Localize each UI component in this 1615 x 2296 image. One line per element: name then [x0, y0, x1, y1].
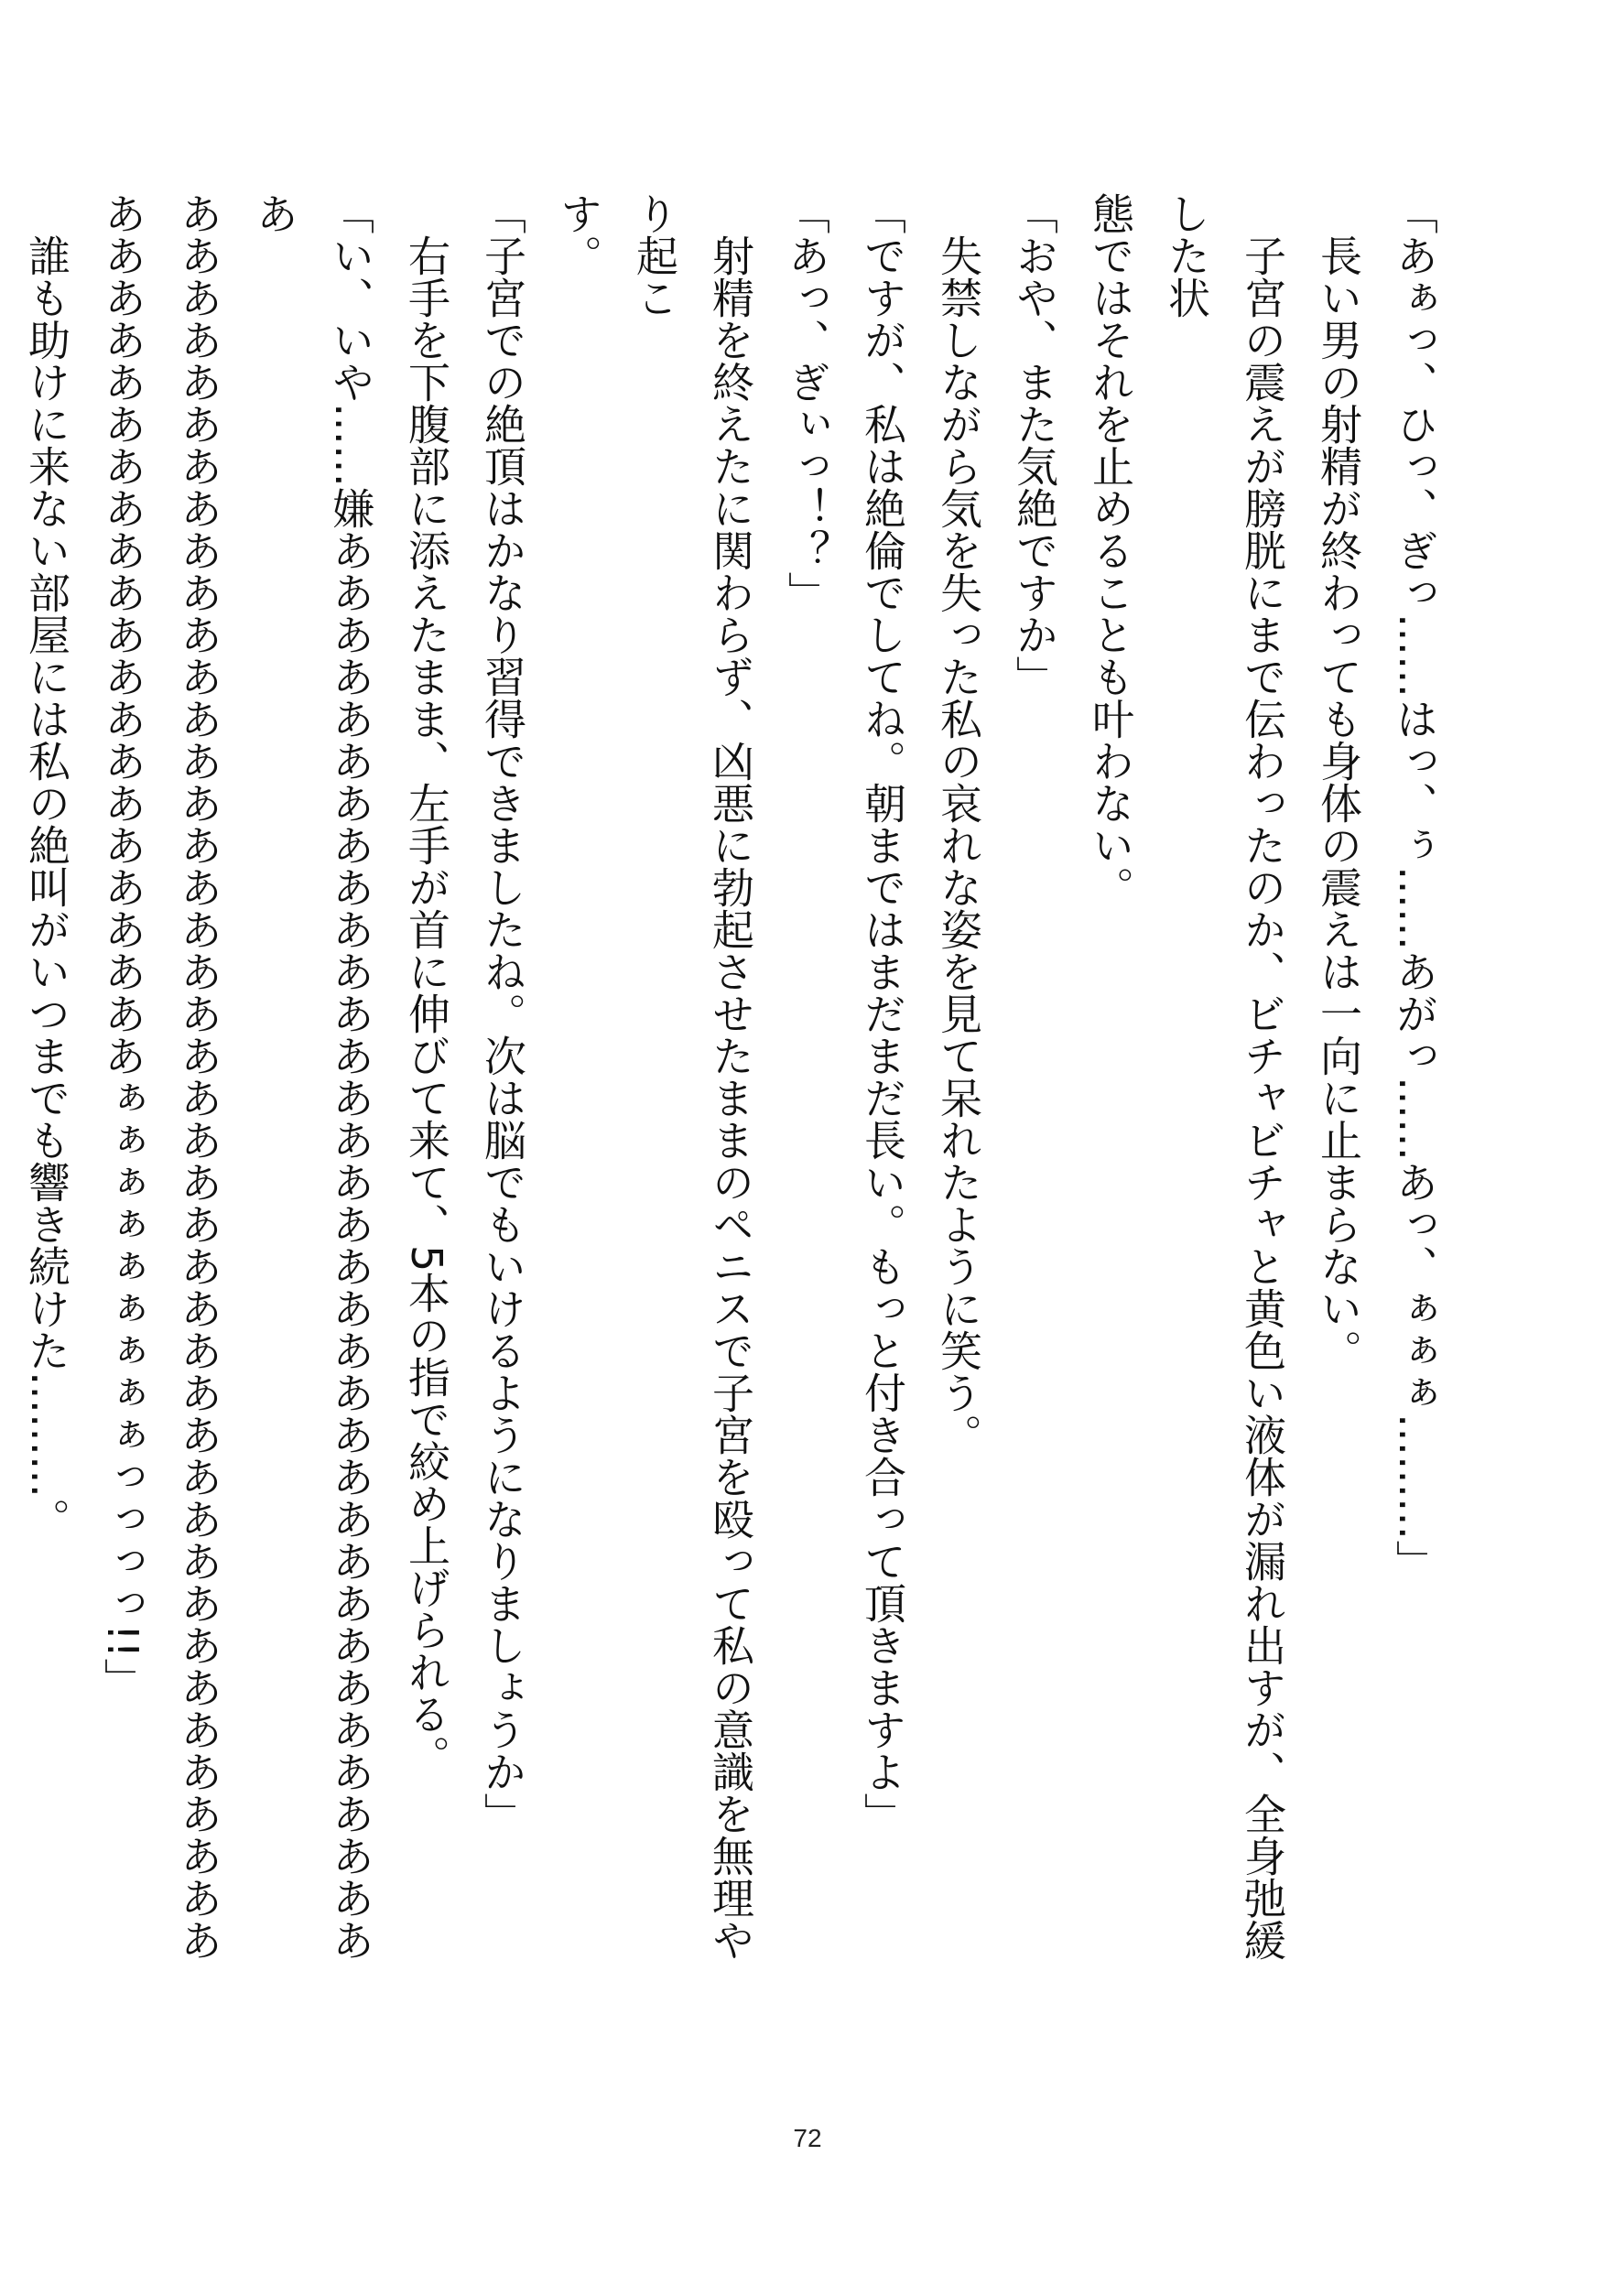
vertical-text-block: [8, 192, 1452, 1987]
text-line-8: 「あっ、ぎぃっ！？」: [782, 192, 831, 613]
text-line-12: 右手を下腹部に添えたまま、左手が首に伸びて来て、5本の指で絞め上げられる。: [402, 192, 451, 1778]
text-line-2: 長い男の射精が終わっても身体の震えは一向に止まらない。: [1314, 192, 1363, 1371]
text-line-10: す。: [554, 192, 603, 276]
text-line-13: 「い、いや……嫌あああああああああああああああああああああああああああああああああああ: [250, 192, 375, 1961]
text-line-9: 射精を終えたに関わらず、凶悪に勃起させたままのペニスで子宮を殴って私の意識を無理やり起こ: [630, 192, 755, 1961]
text-line-16: 誰も助けに来ない部屋には私の絶叫がいつまでも響き続けた………。: [22, 192, 71, 1540]
text-line-7: 「ですが、私は絶倫でしてね。朝まではまだまだ長い。もっと付き合って頂きますよ」: [858, 192, 907, 1835]
text-line-15: あああああああああああああああああああああぁぁぁぁぁぁぁぁぁっっっっ!!」: [98, 192, 147, 1700]
text-line-5: 「おや、また気絶ですか」: [1010, 192, 1059, 698]
text-line-1: 「あぁっ、ひっ、ぎっ……はっ、ぅ……あがっ……あっ、ぁぁぁ………」: [1390, 192, 1439, 1582]
text-line-3: 子宮の震えが膀胱にまで伝わったのか、ビチャビチャと黄色い液体が漏れ出すが、全身弛緩した状: [1162, 192, 1287, 1961]
text-line-6: 失禁しながら気を失った私の哀れな姿を見て呆れたように笑う。: [934, 192, 983, 1456]
text-line-11: 「子宮での絶頂はかなり習得できましたね。次は脳でもいけるようになりましょうか」: [478, 192, 527, 1835]
page-number: 72: [793, 2124, 822, 2152]
text-line-14: ああああああああああああああああああああああああああああああああああああああああああ: [174, 192, 223, 1961]
text-line-4: 態ではそれを止めることも叶わない。: [1086, 192, 1135, 908]
